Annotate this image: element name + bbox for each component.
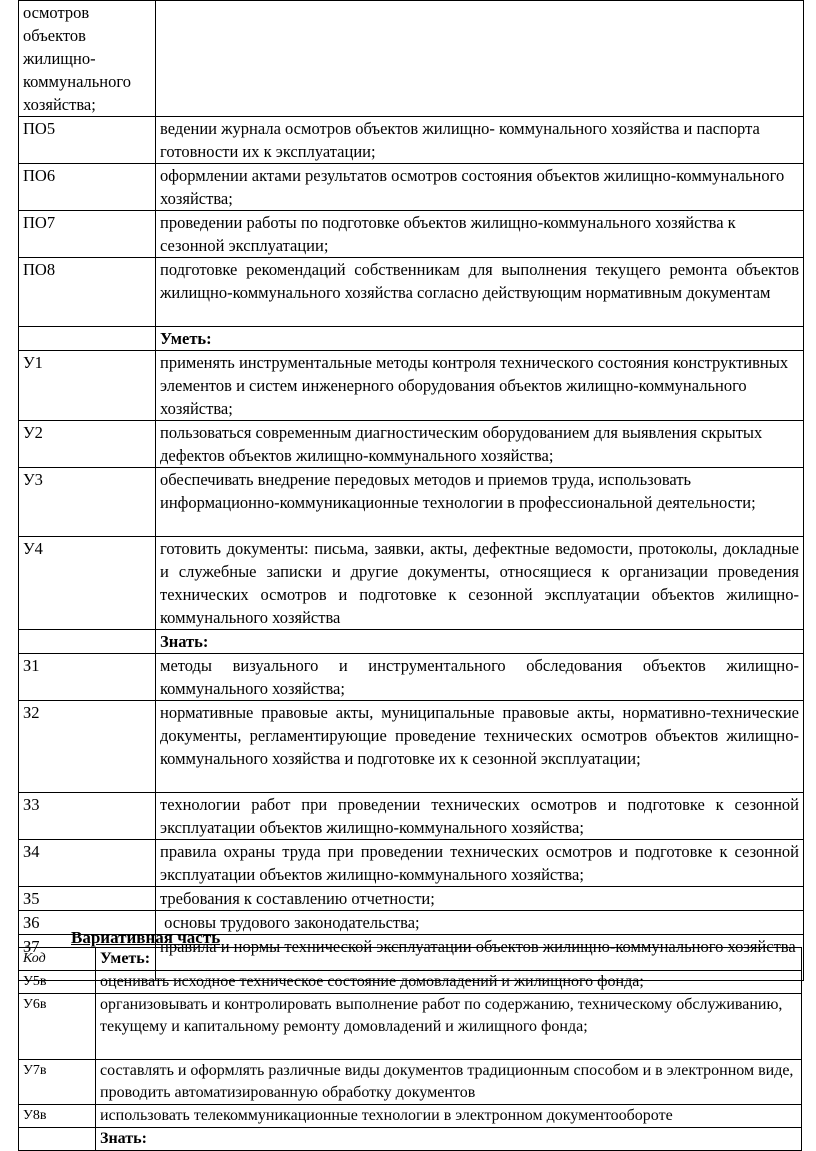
table-row [19, 211, 804, 258]
section-label-znat: Знать: [96, 1128, 802, 1151]
section-header-row [19, 327, 804, 351]
row-code: З4 [19, 840, 156, 887]
row-fragment-cell: осмотров объектов жилищно-коммунального хозяйства; [19, 1, 156, 117]
row-code: У4 [19, 537, 156, 630]
row-text: готовить документы: письма, заявки, акты, дефектные ведомости, протоколы, докладные и служебные записки и другие документы, относящиеся к организации проведения технических осмотров и подготовке к сезонной эксплуатации объектов жилищно-коммунального хозяйства [156, 537, 804, 630]
row-text: правила и нормы технической эксплуатации объектов жилищно-коммунального хозяйства [156, 935, 804, 981]
table-row [19, 994, 802, 1060]
table-row [19, 971, 802, 994]
row-code: У1 [19, 351, 156, 421]
row-code: У6в [19, 994, 96, 1060]
row-code: ПО8 [19, 258, 156, 327]
row-text: технологии работ при проведении технических осмотров и подготовке к сезонной эксплуатации объектов жилищно-коммунального хозяйства; [156, 793, 804, 840]
row-code: У8в [19, 1105, 96, 1128]
section-header-row [19, 1128, 802, 1151]
table-row [19, 421, 804, 468]
header-code: Код [19, 948, 96, 971]
table-row [19, 793, 804, 840]
table-header-row [19, 948, 802, 971]
row-code: У5в [19, 971, 96, 994]
variative-table [18, 947, 802, 1151]
variative-section-title: Вариативная часть [71, 928, 221, 947]
row-text: требования к составлению отчетности; [156, 887, 804, 911]
section-label-znat: Знать: [156, 630, 804, 654]
row-text: ведении журнала осмотров объектов жилищно- коммунального хозяйства и паспорта готовности их к эксплуатации; [156, 117, 804, 164]
header-label-umet: Уметь: [96, 948, 802, 971]
section-label-umet: Уметь: [156, 327, 804, 351]
row-text: организовывать и контролировать выполнение работ по содержанию, техническому обслуживанию, текущему и капитальному ремонту домовладений и жилищного фонда; [96, 994, 802, 1060]
row-code: З3 [19, 793, 156, 840]
row-text: использовать телекоммуникационные технологии в электронном документообороте [96, 1105, 802, 1128]
row-text: методы визуального и инструментального обследования объектов жилищно-коммунального хозяйства; [156, 654, 804, 701]
row-code: У2 [19, 421, 156, 468]
table-row [19, 887, 804, 911]
table-row [19, 468, 804, 537]
row-text: проведении работы по подготовке объектов жилищно-коммунального хозяйства к сезонной эксплуатации; [156, 211, 804, 258]
row-code: З2 [19, 701, 156, 793]
row-text: обеспечивать внедрение передовых методов и приемов труда, использовать информационно-коммуникационные технологии в профессиональной деятельности; [156, 468, 804, 537]
table-row [19, 164, 804, 211]
row-text: применять инструментальные методы контроля технического состояния конструктивных элементов и систем инженерного оборудования объектов жилищно-коммунального хозяйства; [156, 351, 804, 421]
row-text: пользоваться современным диагностическим оборудованием для выявления скрытых дефектов объектов жилищно-коммунального хозяйства; [156, 421, 804, 468]
table-row [19, 840, 804, 887]
row-code: ПО5 [19, 117, 156, 164]
section-header-row [19, 630, 804, 654]
row-text: основы трудового законодательства; [156, 911, 804, 935]
row-code: У3 [19, 468, 156, 537]
table-row [19, 654, 804, 701]
row-code: З1 [19, 654, 156, 701]
row-code: ПО7 [19, 211, 156, 258]
row-text: оценивать исходное техническое состояние домовладений и жилищного фонда; [96, 971, 802, 994]
table-row [19, 117, 804, 164]
table-row [19, 1105, 802, 1128]
row-text: оформлении актами результатов осмотров состояния объектов жилищно-коммунального хозяйства; [156, 164, 804, 211]
table-row [19, 701, 804, 793]
row-code: У7в [19, 1060, 96, 1105]
row-text: правила охраны труда при проведении технических осмотров и подготовке к сезонной эксплуатации объектов жилищно-коммунального хозяйства; [156, 840, 804, 887]
row-code: З7 [19, 935, 156, 981]
competency-table [18, 0, 804, 981]
row-code: ПО6 [19, 164, 156, 211]
table-row [19, 258, 804, 327]
table-row [19, 1, 804, 117]
row-code: З5 [19, 887, 156, 911]
table-row [19, 537, 804, 630]
table-row [19, 1060, 802, 1105]
table-row [19, 351, 804, 421]
row-text: подготовке рекомендаций собственникам для выполнения текущего ремонта объектов жилищно-коммунального хозяйства согласно действующим нормативным документам [156, 258, 804, 327]
row-text: нормативные правовые акты, муниципальные правовые акты, нормативно-технические документы, регламентирующие проведение технических осмотров объектов жилищно-коммунального хозяйства и подготовке их к сезонной эксплуатации; [156, 701, 804, 793]
row-text: составлять и оформлять различные виды документов традиционным способом и в электронном виде, проводить автоматизированную обработку документов [96, 1060, 802, 1105]
row-code: З6 [19, 911, 156, 935]
